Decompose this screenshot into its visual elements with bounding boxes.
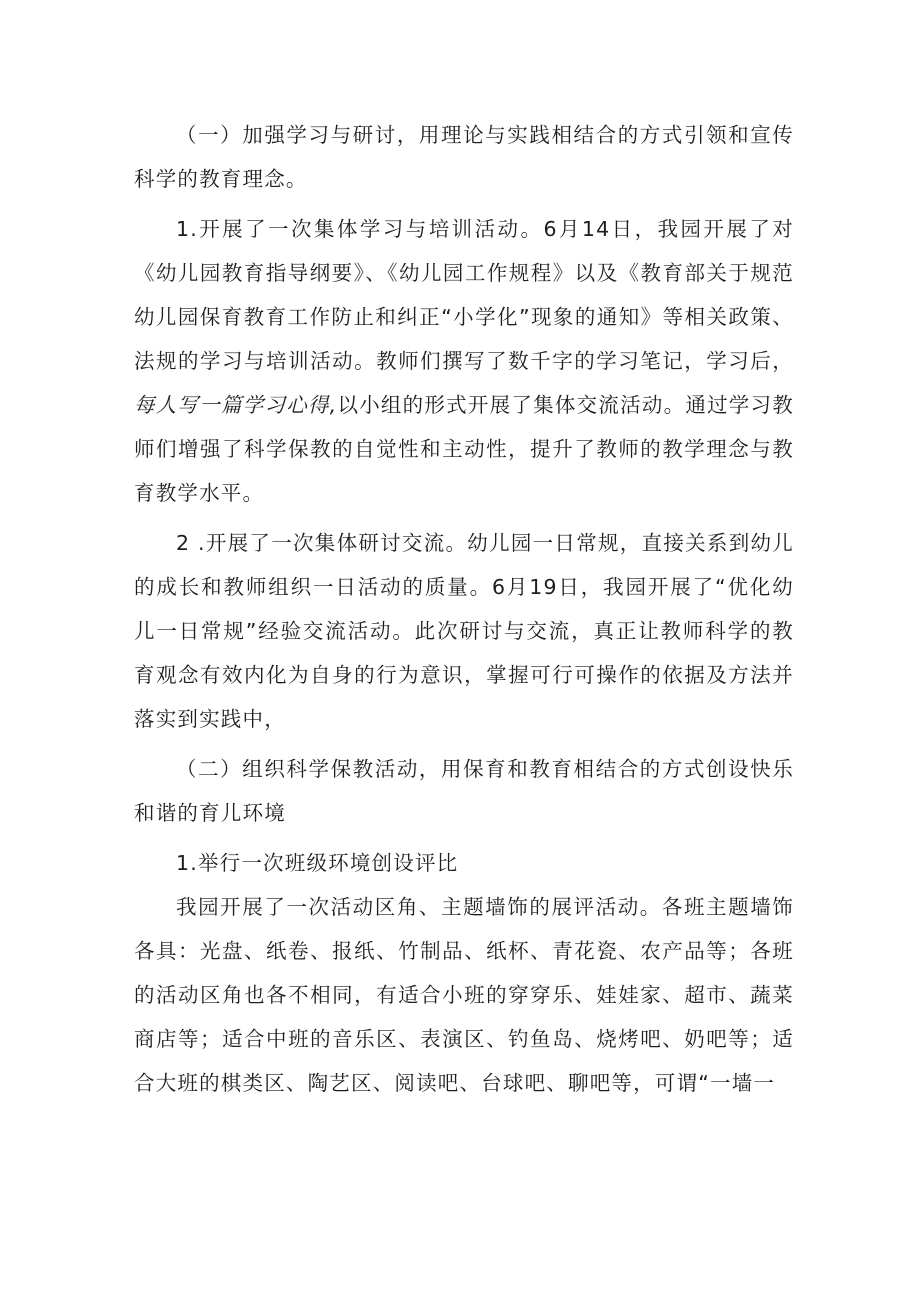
section-heading-1: （一）加强学习与研讨，用理论与实践相结合的方式引领和宣传科学的教育理念。 <box>134 123 794 191</box>
item-1-italic-text: 每人写一篇学习心得, <box>134 393 338 417</box>
paragraph-item-2: 2 .开展了一次集体研讨交流。幼儿园一日常规，直接关系到幼儿的成长和教师组织一日活动的质量。6月19日，我园开展了“优化幼儿一日常规”经验交流活动。此次研讨与交流，真正让教师科学的教育观念有效内化为自身的行为意识，掌握可行可操作的依据及方法并落实到实践中， <box>134 531 794 731</box>
paragraph-item-3-body: 我园开展了一次活动区角、主题墙饰的展评活动。各班主题墙饰各具：光盘、纸卷、报纸、竹制品、纸杯、青花瓷、农产品等；各班的活动区角也各不相同，有适合小班的穿穿乐、娃娃家、超市、蔬菜商店等；适合中班的音乐区、表演区、钓鱼岛、烧烤吧、奶吧等；适合大班的棋类区、陶艺区、阅读吧、台球吧、聊吧等，可谓“一墙一 <box>134 895 794 1095</box>
item-1-text-start: 1.开展了一次集体学习与培训活动。6月14日，我园开展了对《幼儿园教育指导纲要》、《幼儿园工作规程》以及《教育部关于规范幼儿园保育教育工作防止和纠正“小学化”现象的通知》等相关政策、法规的学习与培训活动。教师们撰写了数千字的学习笔记，学习后， <box>134 217 794 373</box>
paragraph-item-1 <box>134 207 794 515</box>
document-body <box>134 113 794 1105</box>
item-3-title: 1.举行一次班级环境创设评比 <box>176 851 459 875</box>
item-1-text-end: 以小组的形式开展了集体交流活动。通过学习教师们增强了科学保教的自觉性和主动性，提升了教师的教学理念与教育教学水平。 <box>134 393 794 505</box>
section-heading-2: （二）组织科学保教活动，用保育和教育相结合的方式创设快乐和谐的育儿环境 <box>134 757 794 825</box>
